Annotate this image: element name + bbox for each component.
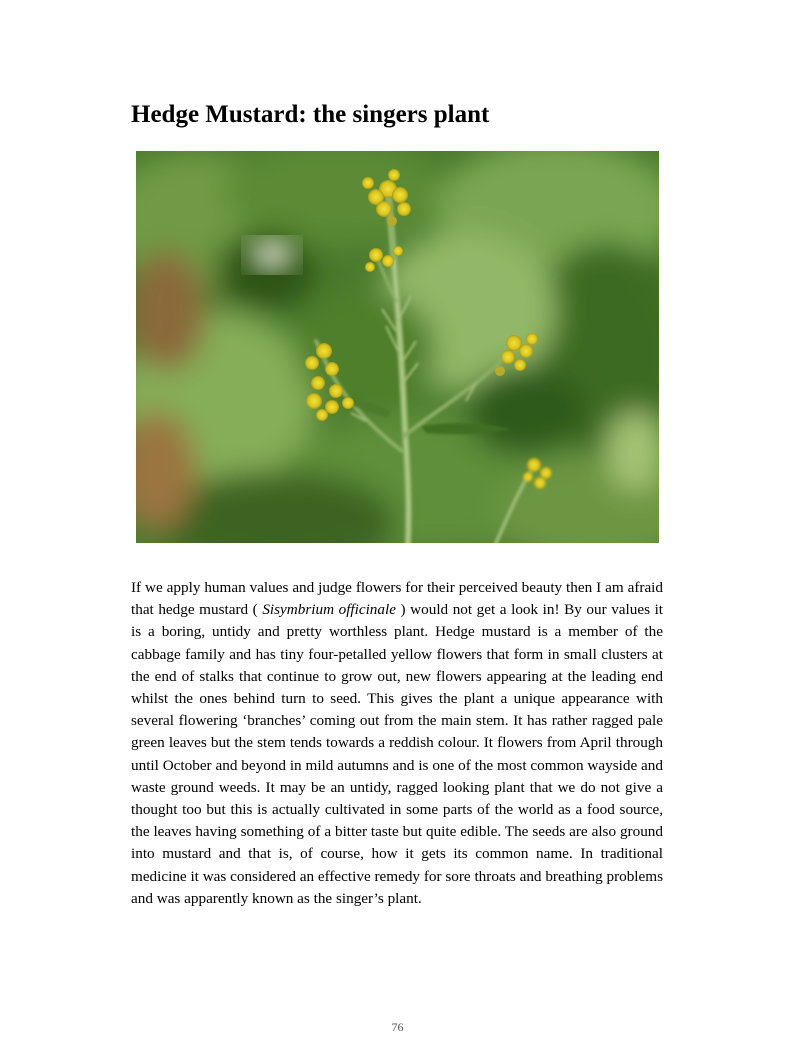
hedge-mustard-illustration [136, 151, 659, 543]
page-title: Hedge Mustard: the singers plant [131, 101, 490, 128]
article-text-start: If we apply human values and judge flowers for their perceived beauty then I am afraid that hedge mustard ( [131, 579, 663, 619]
article-body [131, 577, 663, 910]
page-number: 76 [391, 1020, 404, 1034]
latin-name: Sisymbrium officinale [262, 601, 396, 619]
article-text-rest: ) would not get a look in! By our values it is a boring, untidy and pretty worthless plant. Hedge mustard is a member of the cabbage family and has tiny four-petalled yellow flowers that form in small clusters at the end of stalks that continue to grow out, new flowers appearing at the leading end whilst the ones behind turn to seed. This gives the plant a unique appearance with several flowering ‘branches’ coming out from the main stem. It has rather ragged pale green leaves but the stem tends towards a reddish colour. It flowers from April through until October and beyond in mild autumns and is one of the most common wayside and waste ground weeds. It may be an untidy, ragged looking plant that we do not give a thought too but this is actually cultivated in some parts of the world as a food source, the leaves having something of a bitter taste but quite edible. The seeds are also ground into mustard and that is, of course, how it gets its common name. In traditional medicine it was considered an effective remedy for sore throats and breathing problems and was apparently known as the singer’s plant. [131, 601, 664, 907]
hedge-mustard-photo [136, 151, 659, 543]
